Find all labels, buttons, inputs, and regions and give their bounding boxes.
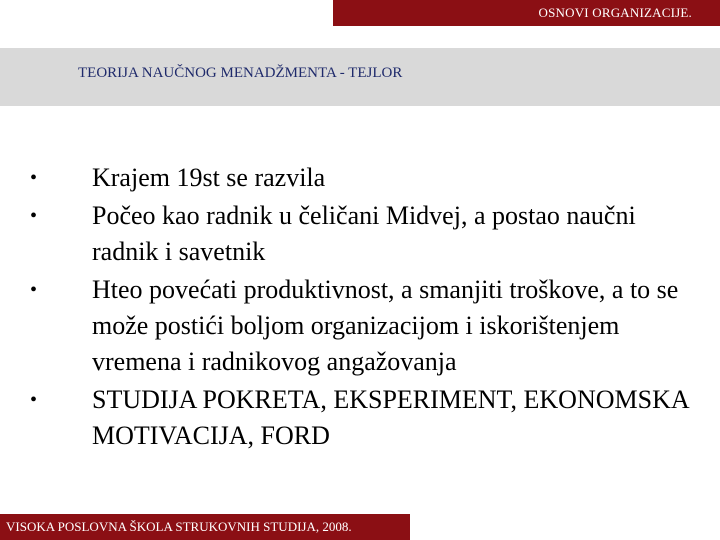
bullet-list	[30, 160, 690, 456]
footer-banner-text: VISOKA POSLOVNA ŠKOLA STRUKOVNIH STUDIJA, 2008.	[6, 519, 352, 534]
bullet-marker: •	[30, 389, 38, 411]
bullet-text: Krajem 19st se razvila	[92, 163, 326, 192]
slide-subtitle: TEORIJA NAUČNOG MENADŽMENTA - TEJLOR	[78, 65, 403, 81]
bullet-item	[30, 198, 690, 270]
footer-banner	[0, 514, 410, 540]
bullet-text: Hteo povećati produktivnost, a smanjiti troškove, a to se može postići boljom organizacijom i iskorištenjem vremena i radnikovog angažovanja	[92, 275, 679, 376]
bullet-item	[30, 160, 690, 196]
bullet-text: Počeo kao radnik u čeličani Midvej, a postao naučni radnik i savetnik	[92, 201, 636, 266]
header-banner	[333, 0, 720, 26]
bullet-marker: •	[30, 167, 38, 189]
bullet-item	[30, 382, 690, 454]
bullet-marker: •	[30, 205, 38, 227]
bullet-item	[30, 272, 690, 380]
subtitle-band	[0, 48, 720, 106]
header-banner-text: OSNOVI ORGANIZACIJE.	[538, 5, 692, 20]
bullet-marker: •	[30, 279, 38, 301]
bullet-text: STUDIJA POKRETA, EKSPERIMENT, EKONOMSKA MOTIVACIJA, FORD	[92, 385, 689, 450]
